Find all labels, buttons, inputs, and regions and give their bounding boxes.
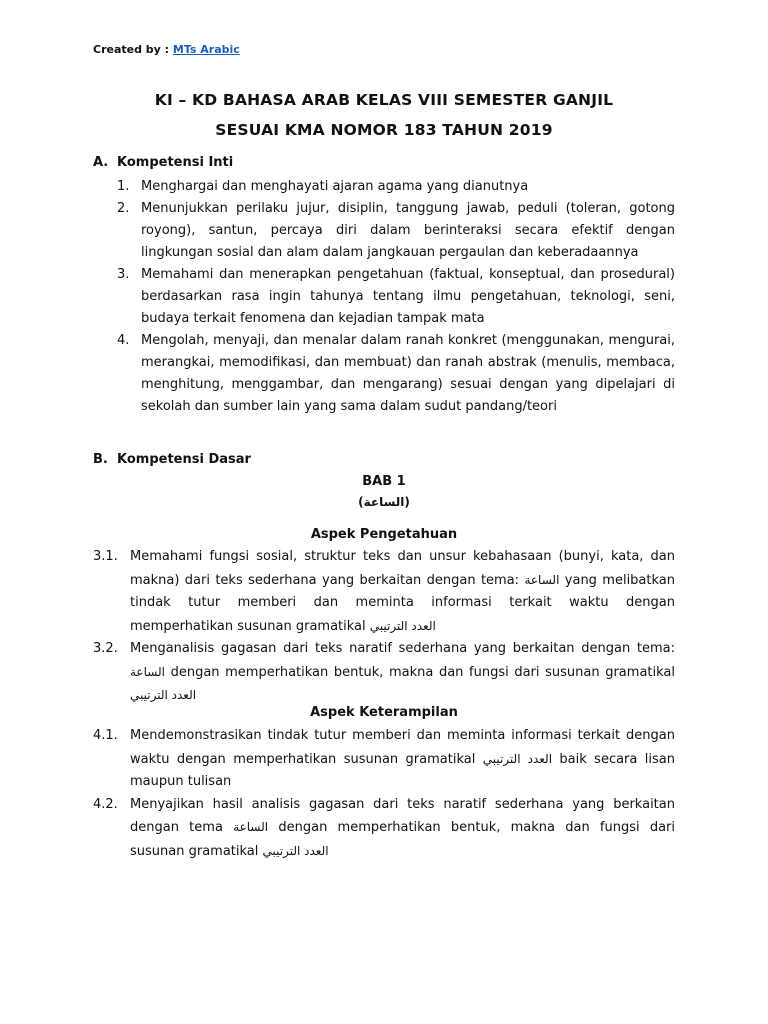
section-b-heading: [93, 452, 251, 467]
item-number: 4.1.: [93, 728, 118, 743]
created-by-label: Created by :: [93, 43, 170, 56]
item-text: baik secara lisan maupun tulisan: [130, 751, 675, 789]
list-item: [93, 638, 675, 708]
section-a-heading: [93, 155, 233, 170]
list-item: [93, 725, 675, 794]
arabic-term: الساعة: [524, 572, 560, 587]
item-text: dengan memperhatikan bentuk, makna dan fungsi dari susunan gramatikal: [170, 664, 675, 680]
section-a-label: A.: [93, 155, 109, 170]
arabic-term: العدد الترتيبي: [262, 843, 329, 858]
list-item: [93, 794, 675, 864]
arabic-term: الساعة: [130, 664, 165, 679]
item-text: yang melibatkan tindak tutur memberi dan meminta informasi terkait waktu dengan memperhatikan susunan gramatikal: [130, 572, 676, 634]
document-title-line-1: KI – KD BAHASA ARAB KELAS VIII SEMESTER GANJIL: [154, 91, 614, 109]
list-item: [117, 198, 675, 264]
section-a-title: Kompetensi Inti: [117, 155, 234, 170]
item-text: Menyajikan hasil analisis gagasan dari teks naratif sederhana yang berkaitan dengan tema: [130, 796, 675, 835]
item-number: 3.2.: [93, 641, 118, 656]
item-number: 3.1.: [93, 549, 118, 564]
item-text: dengan memperhatikan bentuk, makna dan fungsi dari susunan gramatikal: [130, 820, 676, 859]
item-text: Mendemonstrasikan tindak tutur memberi dan meminta informasi terkait dengan waktu dengan memperhatikan susunan gramatikal: [130, 728, 675, 767]
arabic-term: العدد الترتيبي: [369, 618, 436, 633]
author-link[interactable]: MTs Arabic: [172, 43, 240, 56]
kd-keterampilan-list: [93, 725, 675, 863]
item-text: Memahami fungsi sosial, struktur teks dan unsur kebahasaan (bunyi, kata, dan makna) dari teks sederhana yang berkaitan dengan tema:: [130, 549, 675, 588]
bab-arabic-subtitle: [93, 495, 675, 510]
aspek-keterampilan-heading: Aspek Keterampilan: [310, 705, 458, 720]
arabic-term: الساعة: [233, 820, 269, 834]
item-text: Menganalisis gagasan dari teks naratif sederhana yang berkaitan dengan tema:: [130, 641, 675, 656]
section-b-title: Kompetensi Dasar: [117, 452, 251, 467]
item-number: 1.: [117, 179, 130, 194]
item-number: 4.2.: [93, 796, 118, 812]
item-text: Menghargai dan menghayati ajaran agama yang dianutnya: [141, 179, 529, 194]
list-item: [117, 176, 675, 198]
item-text: Mengolah, menyaji, dan menalar dalam ranah konkret (menggunakan, mengurai, merangkai, memodifikasi, dan membuat) dan ranah abstrak (menulis, membaca, menghitung, menggambar, dan mengarang) sesuai dengan yang dipelajari di sekolah dan sumber lain yang sama dalam sudut pandang/teori: [141, 333, 675, 414]
document-title-line-2: SESUAI KMA NOMOR 183 TAHUN 2019: [215, 121, 553, 139]
item-number: 2.: [117, 201, 130, 216]
list-item: [93, 546, 675, 638]
kompetensi-inti-list: [117, 176, 675, 418]
kd-pengetahuan-list: [93, 546, 675, 708]
item-text: Menunjukkan perilaku jujur, disiplin, tanggung jawab, peduli (toleran, gotong royong), santun, percaya diri dalam berinteraksi secara efektif dengan lingkungan sosial dan alam dalam jangkauan pergaulan dan keberadaannya: [141, 201, 675, 260]
bab-arabic-text: (الساعة): [358, 495, 410, 509]
list-item: [117, 264, 675, 330]
item-text: Memahami dan menerapkan pengetahuan (faktual, konseptual, dan prosedural) berdasarkan rasa ingin tahunya tentang ilmu pengetahuan, teknologi, seni, budaya terkait fenomena dan kejadian tampak mata: [141, 267, 675, 326]
item-number: 3.: [117, 267, 130, 282]
section-b-label: B.: [93, 452, 108, 467]
list-item: [117, 330, 675, 418]
item-number: 4.: [117, 333, 130, 348]
bab-heading: BAB 1: [362, 474, 406, 489]
arabic-term: العدد الترتيبي: [482, 751, 553, 766]
created-by-line: [93, 43, 240, 56]
arabic-term: العدد الترتيبي: [130, 688, 197, 702]
aspek-pengetahuan-heading: Aspek Pengetahuan: [310, 527, 458, 542]
